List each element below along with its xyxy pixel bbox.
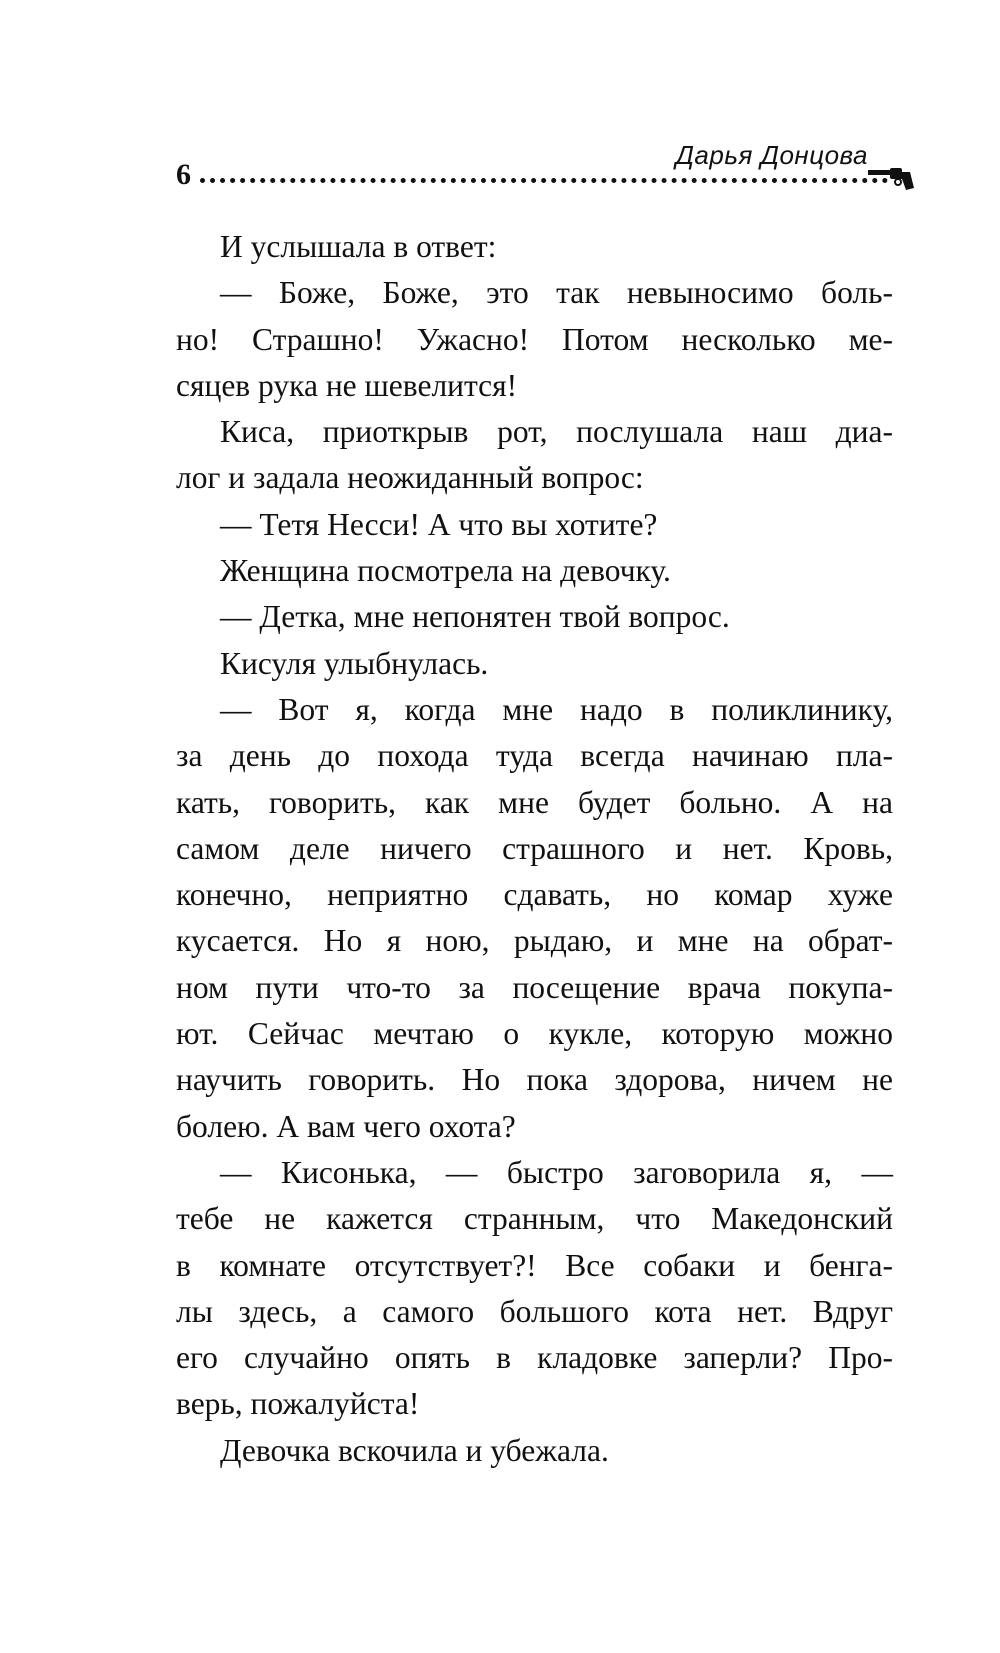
text-line: научить говорить. Но пока здорова, ничем не <box>176 1062 893 1098</box>
text-line: Девочка вскочила и убежала. <box>220 1432 609 1468</box>
text-line: лог и задала неожиданный вопрос: <box>176 460 644 496</box>
running-author: Дарья Донцова <box>675 140 868 170</box>
text-line: самом деле ничего страшного и нет. Кровь, <box>176 830 893 866</box>
text-line: — Детка, мне непонятен твой вопрос. <box>220 599 730 635</box>
text-line: за день до похода туда всегда начинаю пла- <box>176 738 893 774</box>
text-line: болею. А вам чего охота? <box>176 1108 516 1144</box>
text-line: кусается. Но я ною, рыдаю, и мне на обрат- <box>176 923 893 959</box>
text-line: кать, говорить, как мне будет больно. А на <box>176 784 893 820</box>
text-line: но! Страшно! Ужасно! Потом несколько ме- <box>176 321 893 357</box>
text-line: — Тетя Несси! А что вы хотите? <box>220 506 658 542</box>
text-line: — Вот я, когда мне надо в поликлинику, <box>220 691 893 727</box>
text-line: лы здесь, а самого большого кота нет. Вдруг <box>176 1293 893 1329</box>
page-number: 6 <box>176 158 191 191</box>
text-line: конечно, неприятно сдавать, но комар хуже <box>176 877 893 913</box>
text-line: Киса, приоткрыв рот, послушала наш диа- <box>220 414 893 450</box>
text-line: Женщина посмотрела на девочку. <box>220 553 671 589</box>
text-line: — Кисонька, — быстро заговорила я, — <box>220 1154 893 1190</box>
text-line: — Боже, Боже, это так невыносимо боль- <box>220 275 893 311</box>
text-line: И услышала в ответ: <box>220 229 497 264</box>
running-header <box>176 140 916 210</box>
text-line: в комнате отсутствует?! Все собаки и бенга- <box>176 1247 893 1283</box>
text-line: ном пути что-то за посещение врача покупа- <box>176 969 893 1005</box>
text-line: ют. Сейчас мечтаю о кукле, которую можно <box>176 1016 893 1052</box>
text-line: тебе не кажется странным, что Македонский <box>176 1201 893 1237</box>
text-line: верь, пожалуйста! <box>176 1386 420 1422</box>
text-line: его случайно опять в кладовке заперли? Про- <box>176 1340 893 1376</box>
text-line: сяцев рука не шевелится! <box>176 367 518 403</box>
dotted-leader <box>200 178 888 183</box>
revolver-icon <box>868 162 916 192</box>
text-line: Кисуля улыбнулась. <box>220 645 489 681</box>
page-body <box>176 224 893 1474</box>
